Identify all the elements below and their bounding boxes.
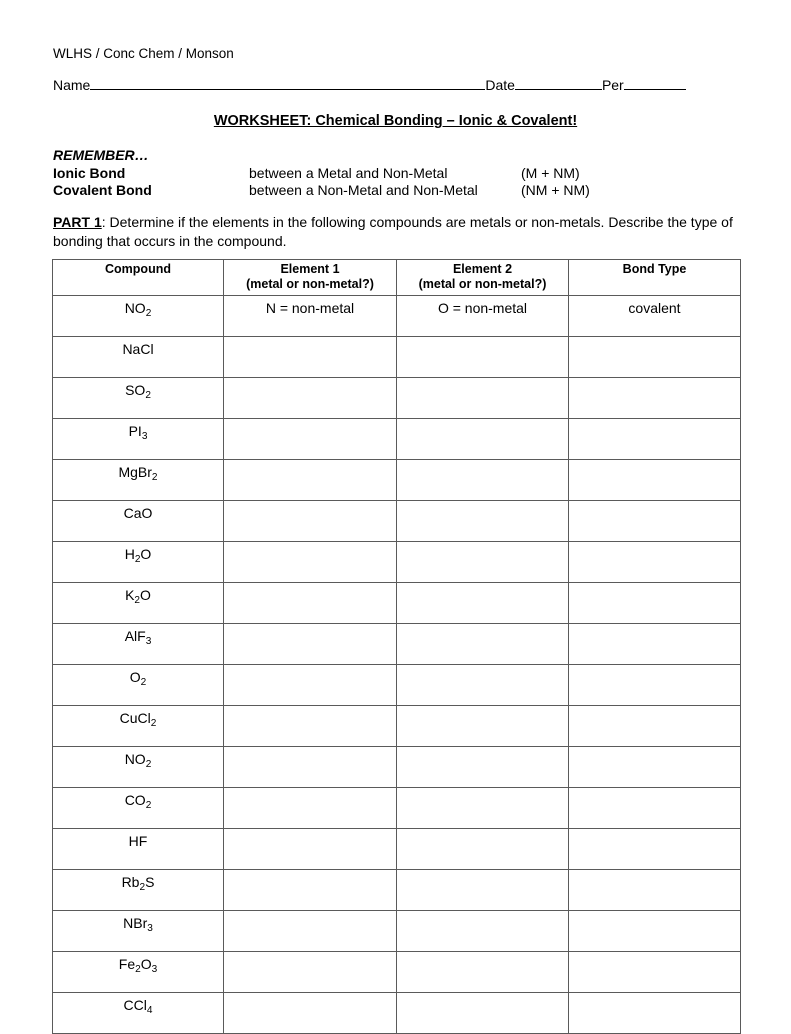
column-header-compound (53, 260, 224, 296)
compound-cell (53, 706, 224, 747)
compound-cell (53, 583, 224, 624)
date-label: Date (485, 77, 515, 93)
bond-type-cell[interactable] (569, 788, 741, 829)
bond-type-cell[interactable] (569, 542, 741, 583)
bond-type-cell[interactable] (569, 706, 741, 747)
period-blank-line[interactable] (624, 76, 686, 90)
compound-formula: $O_2$ (129, 669, 147, 688)
column-header-line1: Compound (105, 262, 171, 276)
element1-cell[interactable] (224, 337, 397, 378)
table-header (53, 260, 741, 296)
table-row (53, 911, 741, 952)
compound-cell (53, 419, 224, 460)
element2-cell[interactable] (397, 542, 569, 583)
compound-formula: CaO (123, 505, 153, 521)
course-header: WLHS / Conc Chem / Monson (53, 46, 234, 61)
definition-term: Ionic Bond (53, 164, 126, 181)
part1-text: : Determine if the elements in the following compounds are metals or non-metals. Describe the type of bonding that occurs in the compound. (53, 214, 733, 249)
element1-cell[interactable] (224, 665, 397, 706)
compound-formula: $H_2O$ (124, 546, 152, 565)
table-row (53, 501, 741, 542)
element1-cell[interactable] (224, 501, 397, 542)
compound-formula: HF (128, 833, 148, 849)
element1-cell[interactable] (224, 993, 397, 1034)
definition-description: between a Non-Metal and Non-Metal (249, 182, 478, 198)
element1-cell[interactable] (224, 747, 397, 788)
table-row (53, 337, 741, 378)
compound-cell (53, 911, 224, 952)
table-body (53, 296, 741, 1034)
element1-cell[interactable]: N = non-metal (224, 296, 397, 337)
part1-label: PART 1 (53, 214, 102, 230)
compound-cell (53, 952, 224, 993)
compound-formula: $CO_2$ (124, 792, 152, 811)
column-header-line1: Bond Type (622, 262, 687, 276)
table-row (53, 583, 741, 624)
table-row (53, 542, 741, 583)
definition-code: (M + NM) (521, 164, 580, 181)
column-header-bond-type (569, 260, 741, 296)
table-row (53, 870, 741, 911)
column-header-line1: Element 1 (280, 262, 340, 276)
page-title (0, 112, 791, 131)
compound-cell (53, 501, 224, 542)
element2-cell[interactable]: O = non-metal (397, 296, 569, 337)
compound-formula: $Rb_2S$ (121, 874, 155, 893)
table-row (53, 419, 741, 460)
compound-formula: $NO_2$ (124, 751, 152, 770)
element1-cell[interactable] (224, 706, 397, 747)
column-header-element2 (397, 260, 569, 296)
definition-term: Covalent Bond (53, 182, 152, 198)
column-header-line1: Element 2 (452, 262, 513, 276)
bond-type-cell[interactable] (569, 993, 741, 1034)
bond-type-cell[interactable] (569, 419, 741, 460)
bond-type-cell[interactable] (569, 624, 741, 665)
definition-code: (NM + NM) (521, 182, 590, 198)
name-blank-line[interactable] (90, 76, 485, 90)
element1-cell[interactable] (224, 460, 397, 501)
bond-type-cell[interactable] (569, 911, 741, 952)
compound-cell (53, 337, 224, 378)
bond-type-cell[interactable] (569, 870, 741, 911)
compound-formula: CCl$_4$ (123, 997, 153, 1016)
column-header-element1 (224, 260, 397, 296)
compound-cell (53, 788, 224, 829)
element2-cell[interactable] (397, 788, 569, 829)
compound-cell (53, 542, 224, 583)
element2-cell[interactable] (397, 952, 569, 993)
element1-cell[interactable] (224, 870, 397, 911)
bond-type-cell[interactable] (569, 583, 741, 624)
element2-cell[interactable] (397, 378, 569, 419)
compound-cell (53, 993, 224, 1034)
bond-type-cell[interactable] (569, 952, 741, 993)
compound-cell (53, 296, 224, 337)
name-label: Name (53, 77, 91, 93)
definition-covalent (53, 182, 590, 200)
element2-cell[interactable] (397, 460, 569, 501)
bond-type-cell[interactable] (569, 665, 741, 706)
definition-ionic (53, 165, 590, 183)
element2-cell[interactable] (397, 665, 569, 706)
definition-description: between a Metal and Non-Metal (249, 164, 448, 181)
element2-cell[interactable] (397, 337, 569, 378)
table-row (53, 829, 741, 870)
element2-cell[interactable] (397, 829, 569, 870)
compound-cell (53, 870, 224, 911)
compound-cell (53, 378, 224, 419)
table-row (53, 378, 741, 419)
column-header-line2: (metal or non-metal?) (246, 277, 374, 291)
element2-cell[interactable] (397, 624, 569, 665)
bond-type-cell[interactable] (569, 378, 741, 419)
compound-formula: NBr$_3$ (123, 915, 153, 934)
compound-formula: $SO_2$ (125, 382, 151, 401)
part1-instructions (53, 213, 743, 250)
table-row (53, 788, 741, 829)
table-row (53, 706, 741, 747)
element1-cell[interactable] (224, 583, 397, 624)
compound-formula: $K_2O$ (125, 587, 151, 606)
element2-cell[interactable] (397, 993, 569, 1034)
date-blank-line[interactable] (515, 76, 602, 90)
remember-block (53, 147, 590, 200)
bond-type-cell[interactable] (569, 747, 741, 788)
bonding-table (52, 259, 741, 1034)
period-label: Per (601, 77, 624, 93)
table-row (53, 460, 741, 501)
element2-cell[interactable] (397, 706, 569, 747)
bond-type-cell[interactable] (569, 337, 741, 378)
bond-type-cell[interactable] (569, 501, 741, 542)
element2-cell[interactable] (397, 501, 569, 542)
compound-formula: $Fe_2O_3$ (118, 956, 158, 975)
element1-cell[interactable] (224, 542, 397, 583)
table-header-row (53, 260, 741, 296)
element2-cell[interactable] (397, 747, 569, 788)
compound-formula: MgBr$_2$ (118, 464, 158, 483)
element1-cell[interactable] (224, 624, 397, 665)
element1-cell[interactable] (224, 378, 397, 419)
element2-cell[interactable] (397, 419, 569, 460)
table-row (53, 993, 741, 1034)
compound-cell (53, 747, 224, 788)
compound-formula: NaCl (122, 341, 154, 357)
element1-cell[interactable] (224, 829, 397, 870)
table-row (53, 747, 741, 788)
element1-cell[interactable] (224, 419, 397, 460)
bond-type-cell[interactable]: covalent (569, 296, 741, 337)
table-row (53, 665, 741, 706)
page-title-text: WORKSHEET: Chemical Bonding – Ionic & Covalent! (213, 113, 578, 129)
table-row (53, 296, 741, 337)
element2-cell[interactable] (397, 911, 569, 952)
column-header-line2: (metal or non-metal?) (418, 277, 547, 291)
name-date-period-row (53, 76, 686, 94)
compound-formula: $PI_3$ (128, 423, 148, 442)
compound-formula: AlF$_3$ (124, 628, 152, 647)
element2-cell[interactable] (397, 870, 569, 911)
compound-cell (53, 624, 224, 665)
element1-cell[interactable] (224, 911, 397, 952)
element2-cell[interactable] (397, 583, 569, 624)
compound-cell (53, 665, 224, 706)
compound-cell (53, 829, 224, 870)
compound-formula: $NO_2$ (124, 300, 152, 319)
element1-cell[interactable] (224, 788, 397, 829)
table-row (53, 952, 741, 993)
remember-heading: REMEMBER… (53, 147, 149, 163)
compound-formula: CuCl$_2$ (119, 710, 157, 729)
element1-cell[interactable] (224, 952, 397, 993)
bond-type-cell[interactable] (569, 829, 741, 870)
bond-type-cell[interactable] (569, 460, 741, 501)
compound-cell (53, 460, 224, 501)
table-row (53, 624, 741, 665)
